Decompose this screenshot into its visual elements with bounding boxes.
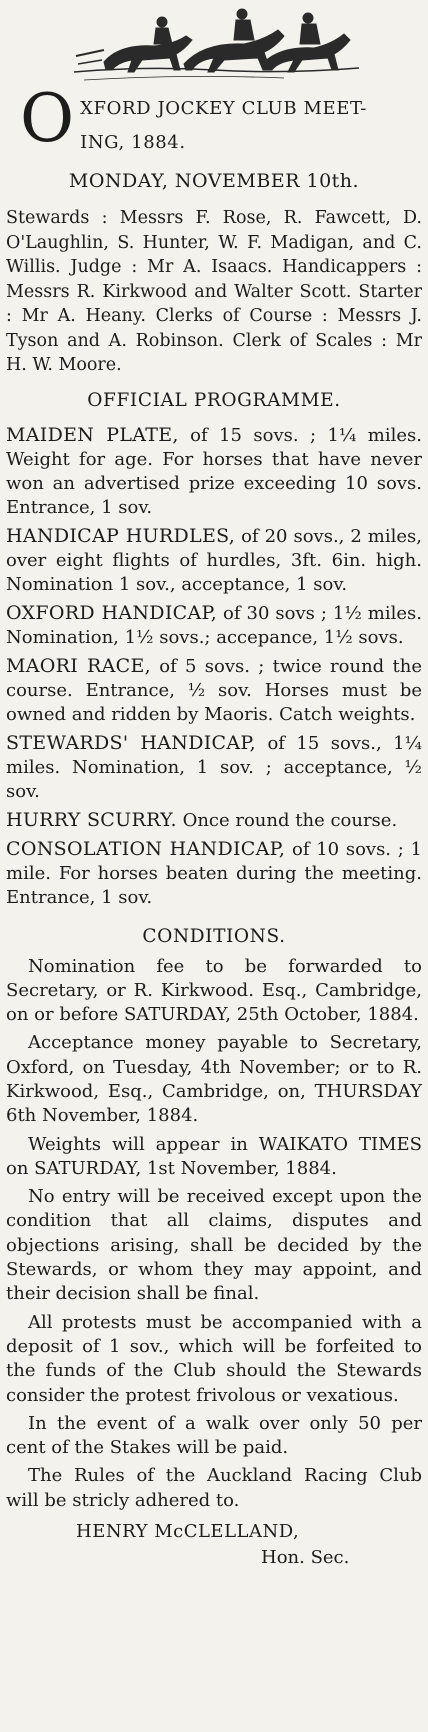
race-details: of 15 sovs., 1¼ miles. Nomination, 1 sov. ; acceptance, ½ sov. [6, 732, 422, 802]
race-name: MAIDEN PLATE, [6, 423, 179, 446]
signature-block [6, 1519, 422, 1571]
programme-heading: OFFICIAL PROGRAMME. [87, 389, 341, 411]
condition-paragraph: Nomination fee to be forwarded to Secretary, or R. Kirkwood. Esq., Cambridge, on or before SATURDAY, 25th October, 1884. [6, 955, 422, 1026]
race-name: STEWARDS' HANDICAP, [6, 731, 256, 754]
race-name: OXFORD HANDICAP, [6, 601, 218, 624]
condition-paragraph: No entry will be received except upon the condition that all claims, disputes and objections arising, shall be decided by the Stewards, or whom they may appoint, and their decision shall be final. [6, 1186, 422, 1305]
notice-title [6, 80, 422, 157]
race-details: of 20 sovs., 2 miles, over eight flights of hurdles, 3ft. 6in. high. Nomination 1 sov., acceptance, 1 sov. [6, 525, 423, 595]
condition-paragraph: Weights will appear in WAIKATO TIMES on SATURDAY, 1st November, 1884. [6, 1133, 422, 1179]
officials-paragraph: Stewards : Messrs F. Rose, R. Fawcett, D. O'Laughlin, S. Hunter, W. F. Madigan, and C. Willis. Judge : Mr A. Isaacs. Handicappers : Messrs R. Kirkwood and Walter Scott. Starter : Mr A. Heany. Clerks of Course : Messrs J. Tyson and A. Robinson. Clerk of Scales : Mr H. W. Moore. [6, 208, 422, 375]
conditions-heading: CONDITIONS. [142, 925, 286, 947]
signatory-name: HENRY McCLELLAND, [76, 1521, 300, 1543]
race-details: of 5 sovs. ; twice round the course. Entrance, ½ sov. Horses must be owned and ridden by Maoris. Catch weights. [6, 655, 422, 725]
race-entry [6, 601, 422, 650]
title-line-1: XFORD JOCKEY CLUB MEET- [80, 98, 367, 119]
title-drop-cap: O [20, 80, 75, 157]
condition-paragraph: In the event of a walk over only 50 per cent of the Stakes will be paid. [6, 1412, 422, 1459]
title-line-2: ING, 1884. [80, 132, 186, 153]
race-entry [6, 423, 422, 520]
race-list [6, 423, 422, 910]
race-details: of 15 sovs. ; 1¼ miles. Weight for age. For horses that have never won an advertised prize exceeding 10 sovs. Entrance, 1 sov. [6, 424, 422, 518]
race-details: Once round the course. [182, 809, 398, 831]
race-details: of 10 sovs. ; 1 mile. For horses beaten during the meeting. Entrance, 1 sov. [6, 838, 422, 908]
horse-racing-engraving-icon [64, 0, 364, 88]
condition-paragraph: Acceptance money payable to Secretary, Oxford, on Tuesday, 4th November; or to R. Kirkwood, Esq., Cambridge, on, THURSDAY 6th November, 1884. [6, 1032, 422, 1127]
meeting-date: MONDAY, NOVEMBER 10th. [68, 170, 360, 192]
race-name: CONSOLATION HANDICAP, [6, 837, 286, 860]
race-name: HURRY SCURRY. [6, 808, 177, 831]
race-entry [6, 524, 422, 597]
race-entry [6, 654, 422, 727]
race-details: of 30 sovs ; 1½ miles. Nomination, 1½ sovs.; accepance, 1½ sovs. [6, 602, 422, 648]
condition-paragraph: All protests must be accompanied with a deposit of 1 sov., which will be forfeited to the funds of the Club should the Stewards consider the protest frivolous or vexatious. [6, 1311, 422, 1406]
conditions-list [6, 955, 422, 1514]
race-entry [6, 731, 422, 804]
race-name: MAORI RACE, [6, 654, 151, 677]
race-entry [6, 808, 422, 833]
race-name: HANDICAP HURDLES, [6, 524, 236, 547]
signatory-title: Hon. Sec. [261, 1547, 350, 1569]
race-entry [6, 837, 422, 910]
condition-paragraph: The Rules of the Auckland Racing Club will be stricly adhered to. [6, 1465, 422, 1511]
